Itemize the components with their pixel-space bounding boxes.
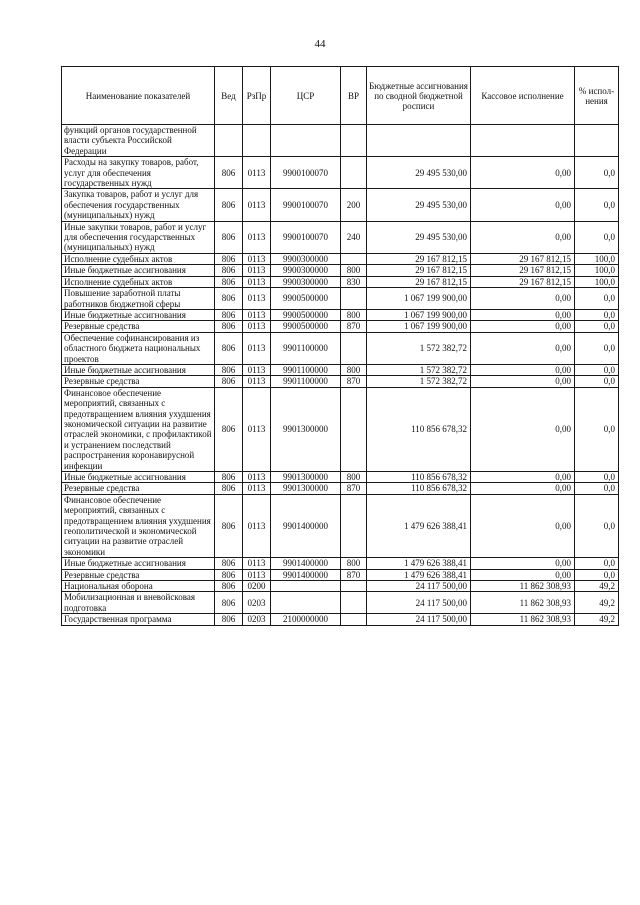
cell-ved: 806 bbox=[215, 288, 243, 310]
cell-rzpr: 0113 bbox=[243, 387, 271, 471]
cell-rzpr: 0113 bbox=[243, 321, 271, 332]
cell-ved: 806 bbox=[215, 376, 243, 387]
cell-vr: 870 bbox=[341, 569, 367, 580]
table-row bbox=[62, 376, 619, 387]
table-row bbox=[62, 494, 619, 557]
cell-execution-percent: 0,0 bbox=[575, 494, 619, 557]
cell-name: Финансовое обеспечение мероприятий, связанных с предотвращением влияния ухудшения экономической ситуации на развитие отраслей экономики, с профилактикой и устранением последствий распространения коронавирусной инфекции bbox=[62, 387, 215, 471]
cell-assignments: 1 479 626 388,41 bbox=[367, 494, 471, 557]
cell-assignments: 1 067 199 900,00 bbox=[367, 321, 471, 332]
header-vr: ВР bbox=[341, 67, 367, 125]
cell-ved: 806 bbox=[215, 276, 243, 287]
cell-csr: 9901400000 bbox=[271, 494, 341, 557]
cell-execution-percent: 0,0 bbox=[575, 569, 619, 580]
cell-ved: 806 bbox=[215, 494, 243, 557]
table-row bbox=[62, 614, 619, 625]
cell-name: Резервные средства bbox=[62, 321, 215, 332]
cell-csr: 9901300000 bbox=[271, 472, 341, 483]
cell-vr: 870 bbox=[341, 483, 367, 494]
cell-vr bbox=[341, 614, 367, 625]
cell-assignments: 29 167 812,15 bbox=[367, 265, 471, 276]
cell-csr: 9901400000 bbox=[271, 558, 341, 569]
cell-csr: 9901400000 bbox=[271, 569, 341, 580]
cell-assignments: 110 856 678,32 bbox=[367, 472, 471, 483]
cell-assignments: 1 067 199 900,00 bbox=[367, 288, 471, 310]
cell-rzpr: 0203 bbox=[243, 614, 271, 625]
cell-csr: 9900500000 bbox=[271, 309, 341, 320]
cell-assignments: 29 495 530,00 bbox=[367, 221, 471, 253]
cell-assignments: 29 167 812,15 bbox=[367, 276, 471, 287]
cell-name: Расходы на закупку товаров, работ, услуг для обеспечения государственных нужд bbox=[62, 157, 215, 189]
cell-ved: 806 bbox=[215, 558, 243, 569]
cell-assignments: 110 856 678,32 bbox=[367, 387, 471, 471]
cell-rzpr: 0113 bbox=[243, 288, 271, 310]
header-ved: Вед bbox=[215, 67, 243, 125]
header-cash-execution: Кассовое исполнение bbox=[471, 67, 575, 125]
cell-vr bbox=[341, 332, 367, 364]
cell-vr: 870 bbox=[341, 321, 367, 332]
cell-ved: 806 bbox=[215, 265, 243, 276]
cell-cash-execution: 0,00 bbox=[471, 483, 575, 494]
cell-cash-execution: 11 862 308,93 bbox=[471, 614, 575, 625]
cell-name: Иные бюджетные ассигнования bbox=[62, 364, 215, 375]
cell-rzpr: 0203 bbox=[243, 592, 271, 614]
cell-name: Финансовое обеспечение мероприятий, связанных с предотвращением влияния ухудшения геополитической и экономической ситуации на развитие отраслей экономики bbox=[62, 494, 215, 557]
cell-cash-execution: 0,00 bbox=[471, 387, 575, 471]
cell-cash-execution: 0,00 bbox=[471, 309, 575, 320]
cell-csr bbox=[271, 581, 341, 592]
cell-rzpr: 0113 bbox=[243, 221, 271, 253]
cell-name: Исполнение судебных актов bbox=[62, 276, 215, 287]
cell-execution-percent: 0,0 bbox=[575, 309, 619, 320]
header-name: Наименование показателей bbox=[62, 67, 215, 125]
cell-assignments: 24 117 500,00 bbox=[367, 581, 471, 592]
cell-vr: 800 bbox=[341, 265, 367, 276]
table-row bbox=[62, 276, 619, 287]
cell-name: функций органов государственной власти субъекта Российской Федерации bbox=[62, 125, 215, 157]
cell-assignments: 29 495 530,00 bbox=[367, 189, 471, 221]
cell-execution-percent: 0,0 bbox=[575, 157, 619, 189]
cell-csr bbox=[271, 592, 341, 614]
cell-execution-percent: 0,0 bbox=[575, 332, 619, 364]
cell-csr: 9900100070 bbox=[271, 221, 341, 253]
cell-name: Иные бюджетные ассигнования bbox=[62, 309, 215, 320]
table-row bbox=[62, 309, 619, 320]
cell-assignments: 1 572 382,72 bbox=[367, 332, 471, 364]
cell-assignments: 24 117 500,00 bbox=[367, 592, 471, 614]
cell-assignments: 1 479 626 388,41 bbox=[367, 569, 471, 580]
cell-name: Иные бюджетные ассигнования bbox=[62, 558, 215, 569]
cell-vr: 870 bbox=[341, 376, 367, 387]
cell-execution-percent: 0,0 bbox=[575, 189, 619, 221]
cell-cash-execution: 0,00 bbox=[471, 472, 575, 483]
cell-execution-percent bbox=[575, 125, 619, 157]
cell-name: Национальная оборона bbox=[62, 581, 215, 592]
cell-name: Резервные средства bbox=[62, 569, 215, 580]
cell-csr: 9900500000 bbox=[271, 321, 341, 332]
cell-execution-percent: 49,2 bbox=[575, 592, 619, 614]
table-row bbox=[62, 592, 619, 614]
cell-name: Государственная программа bbox=[62, 614, 215, 625]
budget-execution-table bbox=[61, 66, 619, 626]
cell-ved: 806 bbox=[215, 569, 243, 580]
cell-rzpr: 0113 bbox=[243, 332, 271, 364]
cell-rzpr: 0113 bbox=[243, 157, 271, 189]
cell-ved: 806 bbox=[215, 157, 243, 189]
table-row bbox=[62, 221, 619, 253]
cell-execution-percent: 0,0 bbox=[575, 387, 619, 471]
cell-execution-percent: 0,0 bbox=[575, 558, 619, 569]
cell-assignments: 1 479 626 388,41 bbox=[367, 558, 471, 569]
cell-assignments bbox=[367, 125, 471, 157]
cell-csr: 9901100000 bbox=[271, 364, 341, 375]
cell-csr: 9900300000 bbox=[271, 253, 341, 264]
header-assignments: Бюджетные ассигнования по сводной бюджетной росписи bbox=[367, 67, 471, 125]
page-number: 44 bbox=[314, 38, 326, 50]
table-row bbox=[62, 125, 619, 157]
cell-execution-percent: 0,0 bbox=[575, 472, 619, 483]
cell-ved: 806 bbox=[215, 253, 243, 264]
table-row bbox=[62, 321, 619, 332]
table-row bbox=[62, 569, 619, 580]
cell-rzpr: 0200 bbox=[243, 581, 271, 592]
cell-cash-execution: 0,00 bbox=[471, 321, 575, 332]
cell-cash-execution: 29 167 812,15 bbox=[471, 253, 575, 264]
cell-execution-percent: 0,0 bbox=[575, 376, 619, 387]
cell-assignments: 24 117 500,00 bbox=[367, 614, 471, 625]
cell-rzpr: 0113 bbox=[243, 276, 271, 287]
cell-cash-execution: 29 167 812,15 bbox=[471, 276, 575, 287]
cell-rzpr: 0113 bbox=[243, 569, 271, 580]
table-row bbox=[62, 189, 619, 221]
cell-name: Закупка товаров, работ и услуг для обеспечения государственных (муниципальных) нужд bbox=[62, 189, 215, 221]
cell-name: Иные бюджетные ассигнования bbox=[62, 472, 215, 483]
cell-name: Резервные средства bbox=[62, 376, 215, 387]
cell-cash-execution: 0,00 bbox=[471, 569, 575, 580]
cell-execution-percent: 0,0 bbox=[575, 483, 619, 494]
cell-execution-percent: 100,0 bbox=[575, 276, 619, 287]
cell-cash-execution: 0,00 bbox=[471, 157, 575, 189]
cell-cash-execution: 0,00 bbox=[471, 494, 575, 557]
cell-name: Иные бюджетные ассигнования bbox=[62, 265, 215, 276]
cell-vr: 800 bbox=[341, 558, 367, 569]
header-execution-percent: % испол-нения bbox=[575, 67, 619, 125]
cell-execution-percent: 49,2 bbox=[575, 614, 619, 625]
cell-cash-execution bbox=[471, 125, 575, 157]
header-rzpr: РзПр bbox=[243, 67, 271, 125]
cell-ved: 806 bbox=[215, 221, 243, 253]
cell-rzpr: 0113 bbox=[243, 472, 271, 483]
cell-ved: 806 bbox=[215, 581, 243, 592]
cell-csr: 9901100000 bbox=[271, 332, 341, 364]
cell-csr: 9900500000 bbox=[271, 288, 341, 310]
cell-ved: 806 bbox=[215, 332, 243, 364]
cell-vr bbox=[341, 581, 367, 592]
cell-cash-execution: 0,00 bbox=[471, 558, 575, 569]
cell-ved bbox=[215, 125, 243, 157]
cell-execution-percent: 100,0 bbox=[575, 265, 619, 276]
cell-vr: 800 bbox=[341, 309, 367, 320]
cell-ved: 806 bbox=[215, 364, 243, 375]
cell-ved: 806 bbox=[215, 614, 243, 625]
cell-rzpr: 0113 bbox=[243, 265, 271, 276]
cell-vr bbox=[341, 592, 367, 614]
cell-vr bbox=[341, 387, 367, 471]
table-row bbox=[62, 364, 619, 375]
table-header-row bbox=[62, 67, 619, 125]
cell-execution-percent: 0,0 bbox=[575, 221, 619, 253]
cell-rzpr: 0113 bbox=[243, 253, 271, 264]
cell-execution-percent: 49,2 bbox=[575, 581, 619, 592]
cell-assignments: 1 067 199 900,00 bbox=[367, 309, 471, 320]
cell-cash-execution: 0,00 bbox=[471, 364, 575, 375]
table-row bbox=[62, 483, 619, 494]
cell-vr bbox=[341, 494, 367, 557]
cell-name: Иные закупки товаров, работ и услуг для обеспечения государственных (муниципальных) нужд bbox=[62, 221, 215, 253]
cell-csr: 9901100000 bbox=[271, 376, 341, 387]
cell-rzpr: 0113 bbox=[243, 309, 271, 320]
cell-cash-execution: 0,00 bbox=[471, 221, 575, 253]
cell-csr: 9901300000 bbox=[271, 387, 341, 471]
cell-ved: 806 bbox=[215, 387, 243, 471]
cell-rzpr: 0113 bbox=[243, 494, 271, 557]
cell-cash-execution: 0,00 bbox=[471, 376, 575, 387]
cell-execution-percent: 0,0 bbox=[575, 288, 619, 310]
cell-execution-percent: 100,0 bbox=[575, 253, 619, 264]
cell-assignments: 29 495 530,00 bbox=[367, 157, 471, 189]
cell-ved: 806 bbox=[215, 483, 243, 494]
cell-vr bbox=[341, 157, 367, 189]
cell-cash-execution: 11 862 308,93 bbox=[471, 592, 575, 614]
table-row bbox=[62, 472, 619, 483]
header-csr: ЦСР bbox=[271, 67, 341, 125]
cell-execution-percent: 0,0 bbox=[575, 364, 619, 375]
table-row bbox=[62, 265, 619, 276]
cell-ved: 806 bbox=[215, 309, 243, 320]
cell-vr: 240 bbox=[341, 221, 367, 253]
cell-ved: 806 bbox=[215, 592, 243, 614]
table-row bbox=[62, 332, 619, 364]
cell-execution-percent: 0,0 bbox=[575, 321, 619, 332]
cell-csr bbox=[271, 125, 341, 157]
cell-assignments: 1 572 382,72 bbox=[367, 364, 471, 375]
cell-assignments: 29 167 812,15 bbox=[367, 253, 471, 264]
cell-name: Повышение заработной платы работников бюджетной сферы bbox=[62, 288, 215, 310]
cell-rzpr: 0113 bbox=[243, 189, 271, 221]
cell-csr: 9900100070 bbox=[271, 189, 341, 221]
cell-rzpr: 0113 bbox=[243, 558, 271, 569]
table-row bbox=[62, 581, 619, 592]
cell-vr bbox=[341, 125, 367, 157]
table-row bbox=[62, 253, 619, 264]
table-row bbox=[62, 558, 619, 569]
cell-name: Мобилизационная и вневойсковая подготовка bbox=[62, 592, 215, 614]
cell-cash-execution: 0,00 bbox=[471, 332, 575, 364]
cell-name: Исполнение судебных актов bbox=[62, 253, 215, 264]
cell-rzpr bbox=[243, 125, 271, 157]
cell-cash-execution: 0,00 bbox=[471, 288, 575, 310]
cell-rzpr: 0113 bbox=[243, 376, 271, 387]
cell-assignments: 1 572 382,72 bbox=[367, 376, 471, 387]
cell-cash-execution: 0,00 bbox=[471, 189, 575, 221]
cell-name: Обеспечение софинансирования из областного бюджета национальных проектов bbox=[62, 332, 215, 364]
cell-cash-execution: 11 862 308,93 bbox=[471, 581, 575, 592]
cell-vr: 830 bbox=[341, 276, 367, 287]
table-row bbox=[62, 157, 619, 189]
cell-csr: 9901300000 bbox=[271, 483, 341, 494]
cell-csr: 2100000000 bbox=[271, 614, 341, 625]
table-body bbox=[62, 125, 619, 626]
cell-vr bbox=[341, 288, 367, 310]
cell-rzpr: 0113 bbox=[243, 364, 271, 375]
cell-cash-execution: 29 167 812,15 bbox=[471, 265, 575, 276]
cell-vr: 800 bbox=[341, 472, 367, 483]
cell-ved: 806 bbox=[215, 321, 243, 332]
cell-csr: 9900300000 bbox=[271, 265, 341, 276]
cell-ved: 806 bbox=[215, 472, 243, 483]
table-row bbox=[62, 288, 619, 310]
cell-assignments: 110 856 678,32 bbox=[367, 483, 471, 494]
cell-vr: 200 bbox=[341, 189, 367, 221]
cell-vr bbox=[341, 253, 367, 264]
cell-ved: 806 bbox=[215, 189, 243, 221]
cell-name: Резервные средства bbox=[62, 483, 215, 494]
cell-rzpr: 0113 bbox=[243, 483, 271, 494]
cell-csr: 9900300000 bbox=[271, 276, 341, 287]
cell-csr: 9900100070 bbox=[271, 157, 341, 189]
table-row bbox=[62, 387, 619, 471]
cell-vr: 800 bbox=[341, 364, 367, 375]
